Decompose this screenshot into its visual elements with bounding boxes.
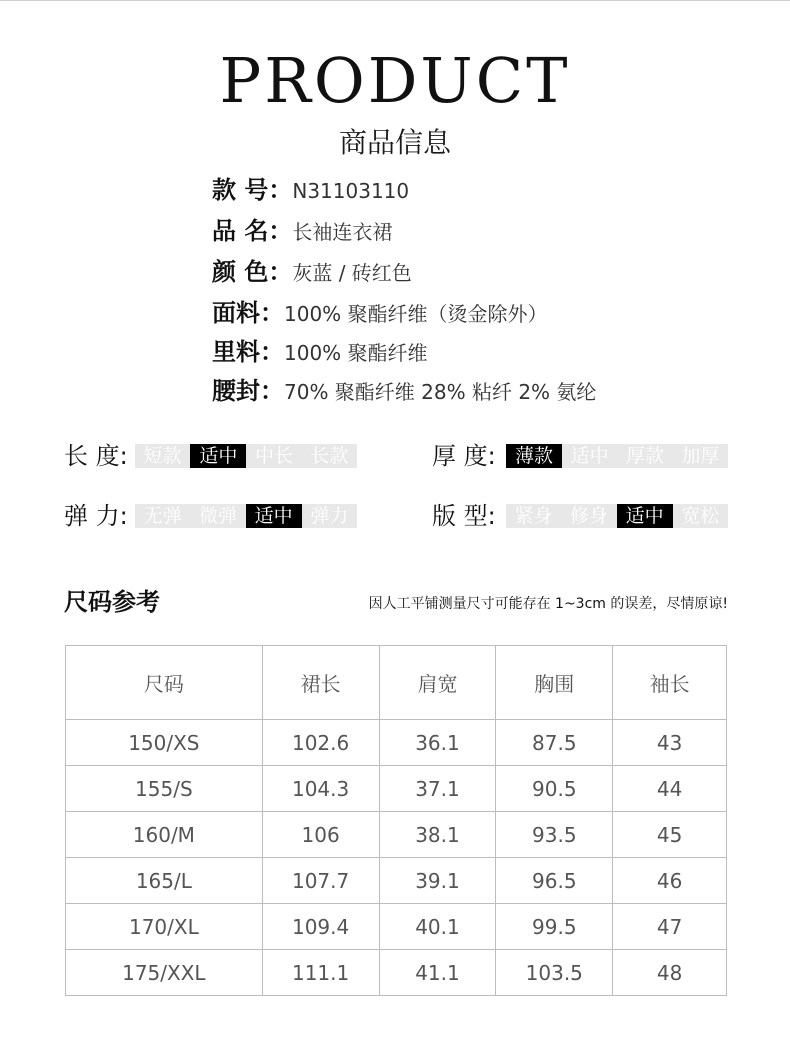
info-value: 100% 聚酯纤维 [284,341,428,365]
info-label: 款 号： [212,176,293,204]
page-subtitle: 商品信息 [338,126,451,159]
table-cell: 150/XS [66,720,263,766]
table-cell: 87.5 [496,720,613,766]
info-label: 里料： [212,338,284,366]
table-cell: 99.5 [496,904,613,950]
scale-option: 中长 [254,445,293,467]
info-row-waistband [212,374,596,408]
table-cell: 111.1 [262,950,379,996]
elasticity-scale [135,504,357,528]
top-divider [0,0,790,1]
attr-label: 长 度: [64,442,128,470]
table-cell: 102.6 [262,720,379,766]
table-cell: 104.3 [262,766,379,812]
scale-option: 适中 [617,504,673,528]
table-cell: 47 [613,904,727,950]
table-cell: 38.1 [379,812,496,858]
info-label: 颜 色： [212,258,293,286]
table-cell: 40.1 [379,904,496,950]
info-value: 70% 聚酯纤维 28% 粘纤 2% 氨纶 [284,380,597,404]
info-label: 品 名： [212,217,293,245]
table-cell: 37.1 [379,766,496,812]
info-value: 100% 聚酯纤维（烫金除外） [284,302,548,326]
table-cell: 175/XXL [66,950,263,996]
info-row-product-name [212,214,392,248]
attr-label: 厚 度: [432,442,496,470]
fit-scale [506,504,728,528]
scale-option: 紧身 [514,505,553,527]
column-header-bust: 胸围 [496,646,613,720]
scale-option: 弹力 [310,505,349,527]
size-section-title: 尺码参考 [64,588,160,616]
table-cell: 45 [613,812,727,858]
attr-length [64,440,364,474]
thickness-scale [506,444,728,468]
table-cell: 44 [613,766,727,812]
table-cell: 155/S [66,766,263,812]
scale-option: 短款 [143,445,182,467]
table-row [66,812,727,858]
table-cell: 160/M [66,812,263,858]
info-row-fabric [212,296,548,330]
size-table [65,645,727,996]
scale-option: 修身 [569,505,608,527]
info-value: 长袖连衣裙 [292,220,393,244]
table-cell: 36.1 [379,720,496,766]
column-header-sleeve: 袖长 [613,646,727,720]
info-row-color [212,255,412,289]
table-cell: 90.5 [496,766,613,812]
table-cell: 96.5 [496,858,613,904]
table-cell: 107.7 [262,858,379,904]
info-row-style-number [212,173,409,207]
scale-option: 适中 [246,504,302,528]
table-row [66,904,727,950]
table-cell: 93.5 [496,812,613,858]
info-value: N31103110 [292,179,410,203]
table-row [66,720,727,766]
size-section-note: 因人工平铺测量尺寸可能存在 1~3cm 的误差，尽情原谅! [368,596,728,612]
table-cell: 41.1 [379,950,496,996]
scale-option: 薄款 [506,444,562,468]
table-cell: 39.1 [379,858,496,904]
page-title: PRODUCT [219,44,571,117]
table-cell: 170/XL [66,904,263,950]
attr-label: 版 型: [432,502,496,530]
attr-thickness [432,440,732,474]
table-cell: 109.4 [262,904,379,950]
column-header-size: 尺码 [66,646,263,720]
scale-option: 无弹 [143,505,182,527]
scale-option: 加厚 [681,445,720,467]
info-label: 面料： [212,299,284,327]
length-scale [135,444,357,468]
attr-label: 弹 力: [64,502,128,530]
scale-option: 厚款 [625,445,664,467]
info-value: 灰蓝 / 砖红色 [292,261,412,285]
scale-option: 微弹 [198,505,237,527]
scale-option: 适中 [190,444,246,468]
scale-option: 宽松 [681,505,720,527]
scale-option: 长款 [310,445,349,467]
scale-option: 适中 [570,445,609,467]
info-row-lining [212,335,428,369]
table-row [66,858,727,904]
table-cell: 106 [262,812,379,858]
table-cell: 165/L [66,858,263,904]
table-header-row [66,646,727,720]
table-cell: 43 [613,720,727,766]
table-row [66,950,727,996]
table-row [66,766,727,812]
table-cell: 48 [613,950,727,996]
column-header-dress-length: 裙长 [262,646,379,720]
attr-fit [432,500,732,534]
table-cell: 46 [613,858,727,904]
table-cell: 103.5 [496,950,613,996]
attr-elasticity [64,500,364,534]
column-header-shoulder: 肩宽 [379,646,496,720]
info-label: 腰封： [212,377,284,405]
